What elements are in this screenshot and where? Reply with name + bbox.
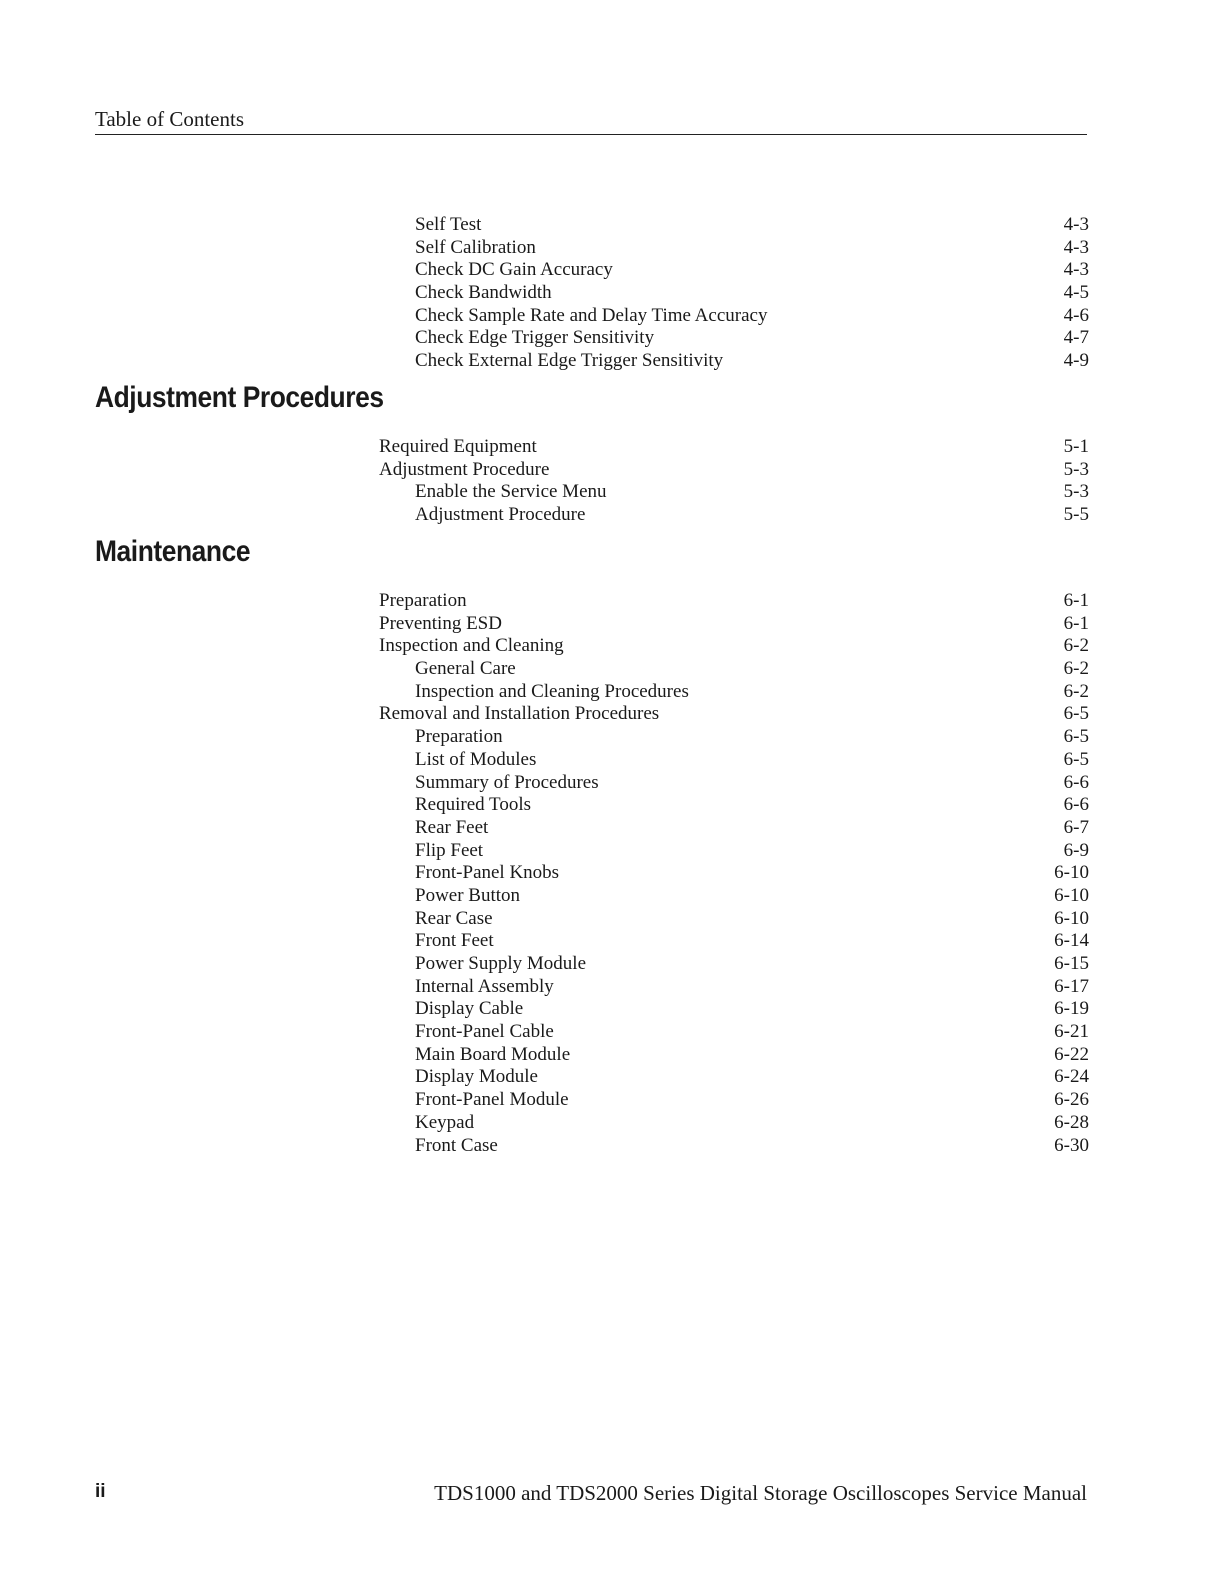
toc-entry-page: 6-21 bbox=[1054, 1021, 1089, 1043]
toc-entry-title: Power Button bbox=[415, 885, 526, 908]
toc-entry-title: General Care bbox=[415, 658, 522, 681]
toc-entry-title: Enable the Service Menu bbox=[415, 481, 613, 504]
toc-entry-title: Keypad bbox=[415, 1112, 480, 1135]
toc-entry-title: Front Feet bbox=[415, 930, 500, 953]
toc-entry-page: 6-1 bbox=[1063, 612, 1089, 634]
toc-entry-title: Required Tools bbox=[415, 794, 537, 817]
toc-entry-title: Internal Assembly bbox=[415, 976, 560, 999]
toc-entry[interactable] bbox=[379, 681, 1089, 704]
toc-block-testing bbox=[379, 214, 1089, 373]
toc-entry-page: 6-6 bbox=[1063, 771, 1089, 793]
section-heading-adjustment: Adjustment Procedures bbox=[95, 381, 384, 414]
toc-entry-page: 4-5 bbox=[1063, 282, 1089, 304]
toc-entry[interactable] bbox=[379, 749, 1089, 772]
toc-entry-title: Rear Feet bbox=[415, 817, 494, 840]
toc-entry[interactable] bbox=[379, 237, 1089, 260]
footer-page-number: ii bbox=[95, 1481, 106, 1502]
toc-entry[interactable] bbox=[379, 794, 1089, 817]
toc-entry-page: 4-3 bbox=[1063, 259, 1089, 281]
toc-entry-title: Summary of Procedures bbox=[415, 772, 605, 795]
toc-entry[interactable] bbox=[379, 635, 1089, 658]
toc-entry-page: 4-9 bbox=[1063, 350, 1089, 372]
toc-entry[interactable] bbox=[379, 726, 1089, 749]
toc-entry-page: 6-5 bbox=[1063, 726, 1089, 748]
toc-entry-page: 6-10 bbox=[1054, 907, 1089, 929]
toc-entry-title: Display Module bbox=[415, 1066, 544, 1089]
toc-entry-page: 4-3 bbox=[1063, 214, 1089, 235]
toc-entry[interactable] bbox=[379, 840, 1089, 863]
toc-entry-title: Check Bandwidth bbox=[415, 282, 558, 305]
toc-entry[interactable] bbox=[379, 282, 1089, 305]
toc-entry[interactable] bbox=[379, 998, 1089, 1021]
toc-entry-page: 6-5 bbox=[1063, 703, 1089, 725]
toc-entry-title: Self Calibration bbox=[415, 237, 542, 260]
toc-entry-page: 6-22 bbox=[1054, 1043, 1089, 1065]
toc-entry[interactable] bbox=[379, 613, 1089, 636]
toc-entry-title: Adjustment Procedure bbox=[415, 504, 591, 527]
toc-entry[interactable] bbox=[379, 481, 1089, 504]
toc-entry[interactable] bbox=[379, 1021, 1089, 1044]
toc-entry[interactable] bbox=[379, 976, 1089, 999]
toc-entry-title: Check Sample Rate and Delay Time Accuracy bbox=[415, 305, 773, 328]
toc-entry-title: Required Equipment bbox=[379, 436, 543, 459]
toc-entry-title: Power Supply Module bbox=[415, 953, 592, 976]
toc-entry-title: Front-Panel Module bbox=[415, 1089, 575, 1112]
toc-entry-title: Self Test bbox=[415, 214, 487, 237]
toc-entry-page: 6-2 bbox=[1063, 635, 1089, 657]
toc-entry[interactable] bbox=[379, 953, 1089, 976]
toc-entry-title: Front-Panel Cable bbox=[415, 1021, 560, 1044]
toc-entry-page: 5-1 bbox=[1063, 436, 1089, 457]
toc-entry-page: 6-15 bbox=[1054, 953, 1089, 974]
toc-entry[interactable] bbox=[379, 703, 1089, 726]
toc-entry-title: Check DC Gain Accuracy bbox=[415, 259, 619, 282]
toc-entry[interactable] bbox=[379, 862, 1089, 885]
toc-entry[interactable] bbox=[379, 1089, 1089, 1112]
toc-entry-title: Display Cable bbox=[415, 998, 529, 1021]
toc-entry-title: Removal and Installation Procedures bbox=[379, 703, 665, 726]
toc-entry-page: 5-5 bbox=[1063, 504, 1089, 526]
toc-entry[interactable] bbox=[379, 436, 1089, 459]
toc-entry[interactable] bbox=[379, 327, 1089, 350]
toc-block-adjustment bbox=[379, 436, 1089, 527]
toc-entry-page: 6-10 bbox=[1054, 862, 1089, 884]
toc-entry-page: 6-10 bbox=[1054, 884, 1089, 906]
toc-entry-title: Adjustment Procedure bbox=[379, 459, 555, 482]
toc-entry-title: Rear Case bbox=[415, 908, 499, 931]
toc-entry[interactable] bbox=[379, 658, 1089, 681]
toc-entry-page: 6-7 bbox=[1063, 816, 1089, 838]
toc-entry-page: 6-28 bbox=[1054, 1111, 1089, 1133]
toc-entry-title: Front-Panel Knobs bbox=[415, 862, 565, 885]
toc-entry[interactable] bbox=[379, 1066, 1089, 1089]
toc-entry[interactable] bbox=[379, 885, 1089, 908]
toc-entry-title: List of Modules bbox=[415, 749, 542, 772]
page-header bbox=[95, 106, 1087, 135]
toc-entry-page: 5-3 bbox=[1063, 458, 1089, 480]
toc-entry[interactable] bbox=[379, 817, 1089, 840]
toc-entry-page: 6-1 bbox=[1063, 590, 1089, 611]
header-title: Table of Contents bbox=[95, 107, 244, 131]
toc-entry-page: 6-5 bbox=[1063, 748, 1089, 770]
toc-entry-title: Flip Feet bbox=[415, 840, 489, 863]
toc-entry-title: Preventing ESD bbox=[379, 613, 508, 636]
toc-entry[interactable] bbox=[379, 259, 1089, 282]
toc-entry-title: Front Case bbox=[415, 1135, 504, 1158]
toc-entry-page: 6-30 bbox=[1054, 1134, 1089, 1156]
toc-entry-title: Inspection and Cleaning Procedures bbox=[415, 681, 695, 704]
toc-entry[interactable] bbox=[379, 504, 1089, 527]
footer-manual-title: TDS1000 and TDS2000 Series Digital Storage Oscilloscopes Service Manual bbox=[434, 1481, 1087, 1505]
toc-entry[interactable] bbox=[379, 214, 1089, 237]
toc-entry-title: Check External Edge Trigger Sensitivity bbox=[415, 350, 729, 373]
toc-entry[interactable] bbox=[379, 772, 1089, 795]
toc-entry-page: 6-2 bbox=[1063, 680, 1089, 702]
section-heading-maintenance: Maintenance bbox=[95, 535, 251, 568]
toc-entry[interactable] bbox=[379, 1135, 1089, 1158]
toc-entry-page: 6-6 bbox=[1063, 794, 1089, 816]
toc-entry-page: 6-19 bbox=[1054, 998, 1089, 1020]
toc-entry[interactable] bbox=[379, 930, 1089, 953]
toc-entry-title: Main Board Module bbox=[415, 1044, 576, 1067]
toc-entry-title: Check Edge Trigger Sensitivity bbox=[415, 327, 660, 350]
toc-entry[interactable] bbox=[379, 459, 1089, 482]
toc-entry[interactable] bbox=[379, 590, 1089, 613]
toc-entry[interactable] bbox=[379, 350, 1089, 373]
toc-entry-title: Preparation bbox=[379, 590, 473, 613]
toc-entry[interactable] bbox=[379, 1112, 1089, 1135]
toc-entry-page: 4-7 bbox=[1063, 327, 1089, 349]
toc-entry-page: 6-2 bbox=[1063, 658, 1089, 680]
toc-entry[interactable] bbox=[379, 908, 1089, 931]
toc-entry-page: 4-3 bbox=[1063, 236, 1089, 258]
toc-entry[interactable] bbox=[379, 1044, 1089, 1067]
toc-entry-page: 6-14 bbox=[1054, 930, 1089, 952]
toc-entry-page: 6-24 bbox=[1054, 1066, 1089, 1088]
toc-entry-title: Inspection and Cleaning bbox=[379, 635, 570, 658]
toc-entry-page: 6-9 bbox=[1063, 839, 1089, 861]
toc-entry-page: 6-17 bbox=[1054, 975, 1089, 997]
toc-entry-page: 4-6 bbox=[1063, 304, 1089, 326]
toc-entry-page: 6-26 bbox=[1054, 1089, 1089, 1111]
toc-entry-page: 5-3 bbox=[1063, 481, 1089, 503]
toc-entry[interactable] bbox=[379, 305, 1089, 328]
toc-entry-title: Preparation bbox=[415, 726, 509, 749]
toc-block-maintenance bbox=[379, 590, 1089, 1157]
